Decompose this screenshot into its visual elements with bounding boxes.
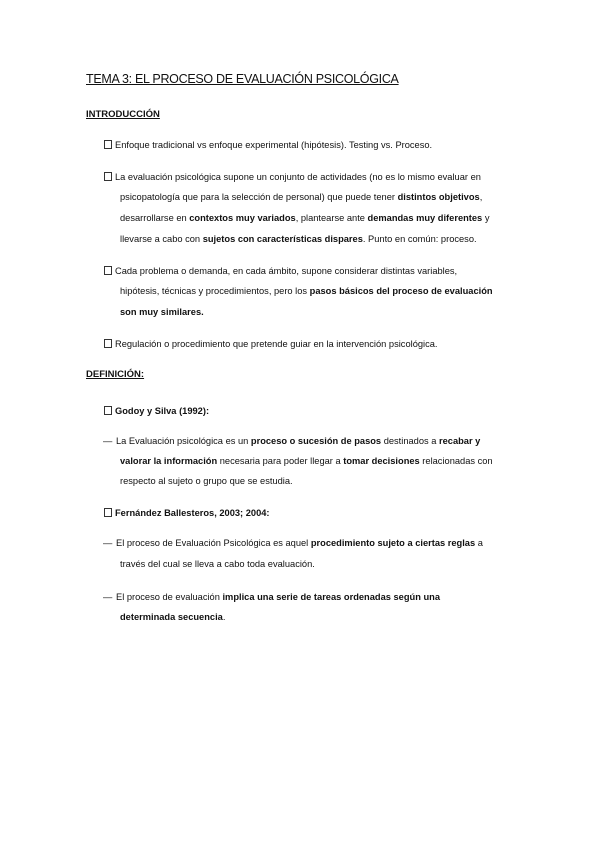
- intro-bullet-1-text: Enfoque tradicional vs enfoque experimental (hipótesis). Testing vs. Proceso.: [115, 140, 433, 150]
- intro-bullet-2-line-4: llevarse a cabo con sujetos con características dispares. Punto en común: proceso.: [120, 234, 477, 244]
- definition-author-2: Fernández Ballesteros, 2003; 2004:: [104, 507, 270, 519]
- checkbox-bullet-icon: [104, 339, 112, 348]
- definition-1-line-2: valorar la información necesaria para poder llegar a tomar decisiones relacionadas con: [120, 456, 493, 466]
- intro-bullet-2-line-3: desarrollarse en contextos muy variados, plantearse ante demandas muy diferentes y: [120, 213, 490, 223]
- intro-bullet-4: Regulación o procedimiento que pretende guiar en la intervención psicológica.: [104, 338, 438, 350]
- page-title: TEMA 3: EL PROCESO DE EVALUACIÓN PSICOLÓGICA: [86, 72, 399, 86]
- definition-2-line-2: través del cual se lleva a cabo toda evaluación.: [120, 559, 315, 569]
- checkbox-bullet-icon: [104, 508, 112, 517]
- intro-bullet-2-line-2: psicopatología que para la selección de personal) que puede tener distintos objetivos,: [120, 192, 483, 202]
- definition-1-line-1: — La Evaluación psicológica es un proceso o sucesión de pasos destinados a recabar y: [103, 436, 481, 446]
- checkbox-bullet-icon: [104, 406, 112, 415]
- definition-3-line-2: determinada secuencia.: [120, 612, 226, 622]
- intro-bullet-3: Cada problema o demanda, en cada ámbito, supone considerar distintas variables,: [104, 265, 457, 277]
- intro-bullet-2: La evaluación psicológica supone un conjunto de actividades (no es lo mismo evaluar en: [104, 171, 518, 183]
- checkbox-bullet-icon: [104, 172, 112, 181]
- checkbox-bullet-icon: [104, 266, 112, 275]
- intro-bullet-1: [104, 139, 432, 151]
- intro-bullet-3-line-3: son muy similares.: [120, 307, 204, 317]
- definition-3-line-1: — El proceso de evaluación implica una serie de tareas ordenadas según una: [103, 592, 440, 602]
- intro-bullet-3-line-2: hipótesis, técnicas y procedimientos, pero los pasos básicos del proceso de evaluación: [120, 286, 493, 296]
- section-heading-introduccion: INTRODUCCIÓN: [86, 109, 160, 120]
- definition-1-line-3: respecto al sujeto o grupo que se estudia.: [120, 476, 293, 486]
- section-heading-definicion: DEFINICIÓN:: [86, 369, 145, 380]
- definition-2-line-1: — El proceso de Evaluación Psicológica es aquel procedimiento sujeto a ciertas reglas a: [103, 538, 483, 548]
- checkbox-bullet-icon: [104, 140, 112, 149]
- definition-author-1: Godoy y Silva (1992):: [104, 405, 209, 417]
